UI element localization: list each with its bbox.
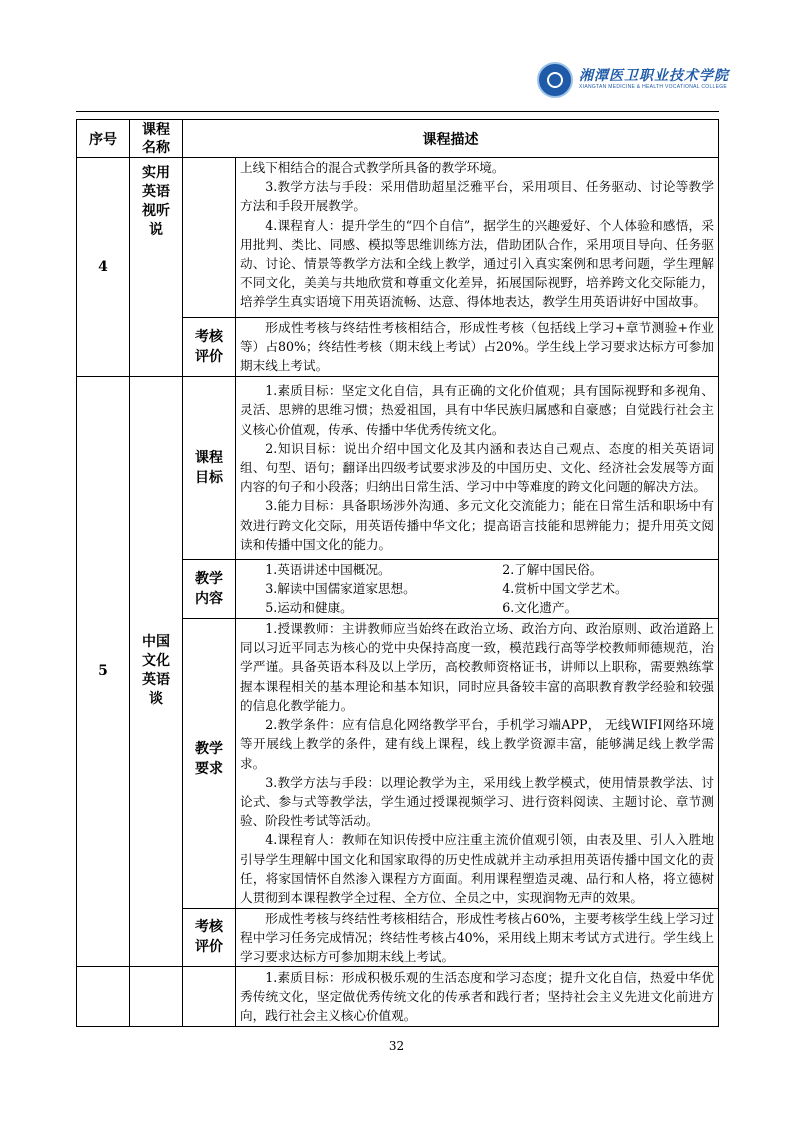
row6-goals: 1.素质目标：形成积极乐观的生活态度和学习态度；提升文化自信，热爱中华优秀传统文化，坚定做优秀传统文化的传承者和践行者；坚持社会主义先进文化前进方向，践行社会主义核心价值观。 — [236, 967, 719, 1027]
header-course-name: 课程名称 — [130, 120, 183, 158]
row5-goals — [236, 376, 719, 559]
row5-req-2: 2.教学条件：应有信息化网络教学平台，手机学习端APP， 无线WIFI网络环境等开展线上教学的条件，建有线上课程，线上教学资源丰富，能够满足线上教学需求。 — [240, 717, 714, 771]
row5-course-name: 中国文化英语谈 — [130, 376, 183, 967]
row5-assessment-label: 考核评价 — [183, 908, 236, 967]
row5-seq: 5 — [77, 376, 130, 967]
row6-course-name — [130, 967, 183, 1027]
row4-assessment: 形成性考核与终结性考核相结合，形成性考核（包括线上学习+章节测验+作业等）占80%；终结性考核（期末线上考试）占20%。学生线上学习要求达标方可参加期末线上考试。 — [236, 318, 719, 377]
table-row — [77, 967, 719, 1027]
header-rule — [76, 111, 719, 112]
row5-goal-1: 1.素质目标：坚定文化自信，具有正确的文化价值观；具有国际视野和多视角、灵活、思辨的思维习惯；热爱祖国，具有中华民族归属感和自豪感；自觉践行社会主义核心价值观，传承、传播中华优秀传统文化。 — [240, 383, 714, 437]
table-row — [77, 158, 719, 318]
content-item: 2.了解中国民俗。 — [502, 561, 603, 577]
logo-english-name: XIANGTAN MEDICINE & HEALTH VOCATIONAL COLLEGE — [579, 84, 728, 90]
row4-course-name: 实用英语视听说 — [130, 158, 183, 377]
table-row — [77, 376, 719, 559]
page-number: 32 — [388, 1039, 405, 1053]
row4-empty-label — [183, 158, 236, 318]
row5-goal-3: 3.能力目标：具备职场涉外沟通、多元文化交流能力；能在日常生活和职场中有效进行跨文化交际，用英语传播中华文化；提高语言技能和思辨能力；提升用英文阅读和传播中国文化的能力。 — [240, 498, 714, 552]
row5-goal-2: 2.知识目标：说出介绍中国文化及其内涵和表达自己观点、态度的相关英语词组、句型、语句；翻译出四级考试要求涉及的中国历史、文化、经济社会发展等方面内容的句子和小段落；归纳出日常生活、学习中中等难度的跨文化问题的解决方法。 — [240, 440, 714, 495]
header-course-desc: 课程描述 — [183, 120, 719, 158]
content-item: 1.英语讲述中国概况。 — [265, 561, 391, 577]
row5-assessment: 形成性考核与终结性考核相结合，形成性考核占60%，主要考核学生线上学习过程中学习任务完成情况；终结性考核占40%，采用线上期末考试方式进行。学生线上学习要求达标方可参加期末线上考试。 — [236, 908, 719, 967]
content-item: 4.赏析中国文学艺术。 — [502, 581, 628, 596]
row6-seq — [77, 967, 130, 1027]
college-emblem-icon — [537, 62, 573, 98]
header-seq: 序号 — [77, 120, 130, 158]
row5-goals-label: 课程目标 — [183, 376, 236, 559]
row4-description — [236, 158, 719, 318]
college-logo — [537, 62, 729, 100]
row4-para-3: 4.课程育人：提升学生的“四个自信”，据学生的兴趣爱好、个人体验和感悟，采用批判、类比、同感、模拟等思维训练方法，借助团队合作，采用项目导向、任务驱动、讨论、情景等教学方法和全线上教学，通过引入真实案例和思考问题，学生理解不同文化，美美与共地欣赏和尊重文化差异，拓展国际视野，培养跨文化交际能力，培养学生真实语境下用英语流畅、达意、得体地表达，教学生用英语讲好中国故事。 — [240, 217, 714, 310]
content-item: 5.运动和健康。 — [265, 600, 353, 616]
table-header-row — [77, 120, 719, 158]
row5-requirements — [236, 618, 719, 908]
row4-para-1: 上线下相结合的混合式教学所具备的教学环境。 — [240, 160, 505, 175]
row5-req-1: 1.授课教师：主讲教师应当始终在政治立场、政治方向、政治原则、政治道路上同以习近平同志为核心的党中央保持高度一致，模范践行高等学校教师师德规范，治学严谨。具备英语本科及以上学历，高校教师资格证书，讲师以上职称，需要熟练掌握本课程相关的基本理论和基本知识，同时应具备较丰富的高职教育教学经验和较强的信息化教学能力。 — [240, 621, 714, 713]
row6-goals-label — [183, 967, 236, 1027]
row5-content-label: 教学内容 — [183, 559, 236, 618]
row4-assessment-label: 考核评价 — [183, 318, 236, 377]
row5-content — [236, 559, 719, 618]
row5-req-3: 3.教学方法与手段：以理论教学为主，采用线上教学模式，使用情景教学法、讨论式、参与式等教学法，学生通过授课视频学习、进行资料阅读、主题讨论、章节测验、阶段性考试等活动。 — [240, 774, 714, 829]
row4-seq: 4 — [77, 158, 130, 377]
row4-para-2: 3.教学方法与手段：采用借助超星泛雅平台，采用项目、任务驱动、讨论等教学方法和手段开展教学。 — [240, 179, 714, 214]
course-table — [76, 119, 719, 1027]
logo-chinese-name: 湘潭医卫职业技术学院 — [579, 68, 729, 84]
content-item: 3.解读中国儒家道家思想。 — [265, 581, 416, 596]
row5-requirements-label: 教学要求 — [183, 618, 236, 908]
content-item: 6.文化遗产。 — [502, 600, 578, 616]
row5-req-4: 4.课程育人：教师在知识传授中应注重主流价值观引领，由表及里、引人入胜地引导学生理解中国文化和国家取得的历史性成就并主动承担用英语传播中国文化的责任，将家国情怀自然渗入课程方方面面。利用课程塑造灵魂、品行和人格，将立德树人贯彻到本课程教学全过程、全方位、全员之中，实现润物无声的效果。 — [240, 832, 714, 905]
